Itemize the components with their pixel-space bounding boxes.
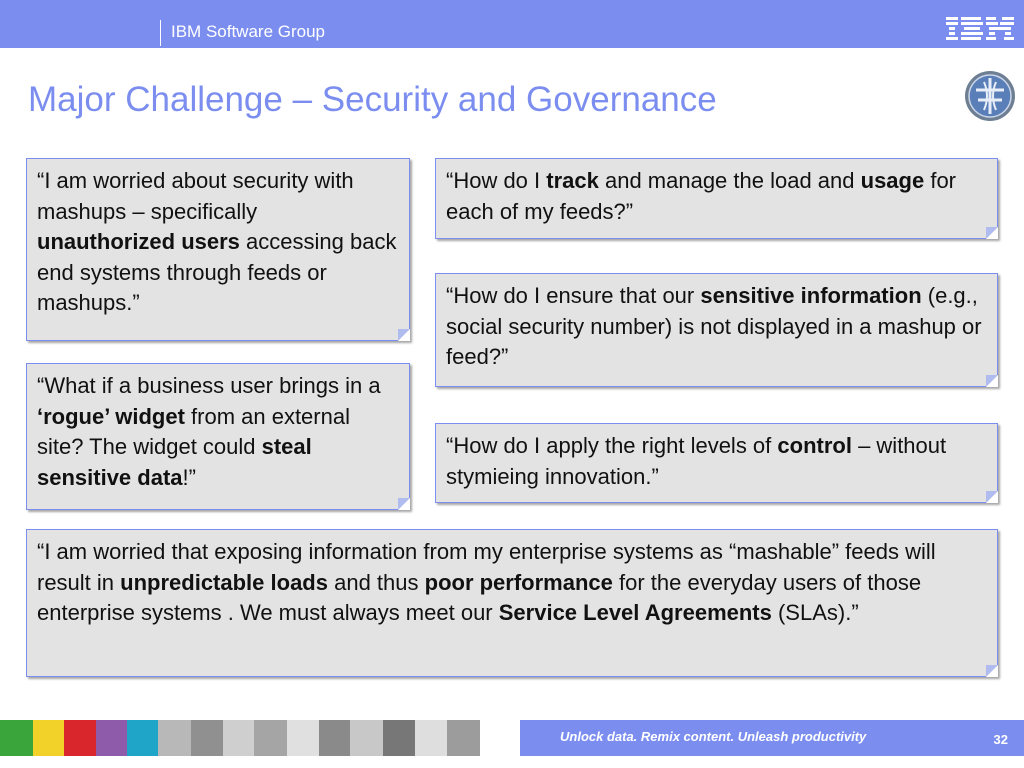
quote-run: (e.g., social security number) is not displayed in a mashup or feed?”: [446, 283, 982, 369]
footer-tagline: Unlock data. Remix content. Unleash productivity: [560, 729, 867, 744]
folded-corner: [986, 665, 998, 677]
footer-tile: [158, 720, 191, 756]
globe-emblem-icon: [964, 70, 1016, 122]
footer-bottom-strip: [0, 756, 1024, 768]
emphasis-text: poor performance: [424, 569, 613, 595]
emphasis-text: control: [777, 433, 852, 458]
quote-run: “What if a business user brings in a: [37, 373, 381, 398]
quote-box-track-usage: [435, 158, 998, 239]
footer-tile: [127, 720, 158, 756]
emphasis-text: unpredictable loads: [120, 569, 328, 595]
header-bar: [0, 0, 1024, 48]
quote-text: [446, 166, 989, 227]
footer-tile: [447, 720, 480, 756]
header-divider: [160, 20, 161, 46]
quote-run: “How do I ensure that our: [446, 283, 701, 308]
emphasis-text: usage: [860, 168, 925, 193]
quote-text: [37, 166, 401, 319]
quote-box-performance: [26, 529, 998, 677]
ibm-logo: [944, 15, 1016, 43]
quote-run: and manage the load and: [598, 168, 861, 193]
quote-box-control: [435, 423, 998, 503]
quote-run: from an external site? The widget could: [37, 403, 350, 459]
quote-text: [446, 431, 989, 492]
quote-text: [446, 281, 989, 373]
quote-text: [37, 537, 989, 629]
footer-tile: [96, 720, 127, 756]
quote-run: for the everyday users of those enterprise systems . We must always meet our: [37, 569, 922, 625]
quote-run: “How do I apply the right levels of: [446, 433, 778, 458]
page-title: Major Challenge – Security and Governance: [28, 80, 717, 119]
quote-run: “How do I: [446, 168, 547, 193]
footer-bar: [520, 720, 1024, 756]
page-number: 32: [993, 732, 1008, 747]
folded-corner: [398, 329, 410, 341]
footer-tile: [0, 720, 33, 756]
quote-run: accessing back end systems through feeds or mashups.”: [37, 229, 397, 315]
quote-box-rogue-widget: [26, 363, 410, 510]
quote-run: !”: [182, 464, 196, 490]
quote-box-sensitive-information: [435, 273, 998, 387]
footer-tile: [319, 720, 350, 756]
quote-run: (SLAs).”: [771, 600, 859, 625]
footer: [0, 720, 1024, 768]
emphasis-text: steal sensitive data: [37, 434, 312, 490]
quote-run: – without stymieing innovation.”: [446, 433, 947, 489]
folded-corner: [986, 375, 998, 387]
emphasis-text: sensitive information: [700, 283, 922, 308]
emphasis-text: unauthorized users: [37, 229, 240, 254]
quote-text: [37, 371, 401, 493]
group-name: IBM Software Group: [171, 22, 326, 41]
footer-tile: [254, 720, 287, 756]
folded-corner: [986, 227, 998, 239]
footer-tile: [350, 720, 383, 756]
quote-run: “I am worried about security with mashups – specifically: [37, 168, 354, 224]
quote-run: for each of my feeds?”: [446, 168, 957, 224]
footer-tile: [287, 720, 319, 756]
emphasis-text: ‘rogue’ widget: [37, 403, 185, 429]
footer-tile: [415, 720, 447, 756]
footer-tile: [191, 720, 223, 756]
footer-tile: [223, 720, 254, 756]
folded-corner: [986, 491, 998, 503]
footer-image-strip: [0, 720, 520, 756]
quote-run: and thus: [327, 569, 425, 595]
footer-tile: [33, 720, 64, 756]
emphasis-text: track: [546, 168, 599, 193]
quote-box-security: [26, 158, 410, 341]
folded-corner: [398, 498, 410, 510]
footer-tile: [64, 720, 96, 756]
emphasis-text: Service Level Agreements: [498, 600, 772, 625]
footer-tile: [383, 720, 415, 756]
quote-run: “I am worried that exposing information from my enterprise systems as “mashable” feeds will result in: [37, 539, 936, 595]
